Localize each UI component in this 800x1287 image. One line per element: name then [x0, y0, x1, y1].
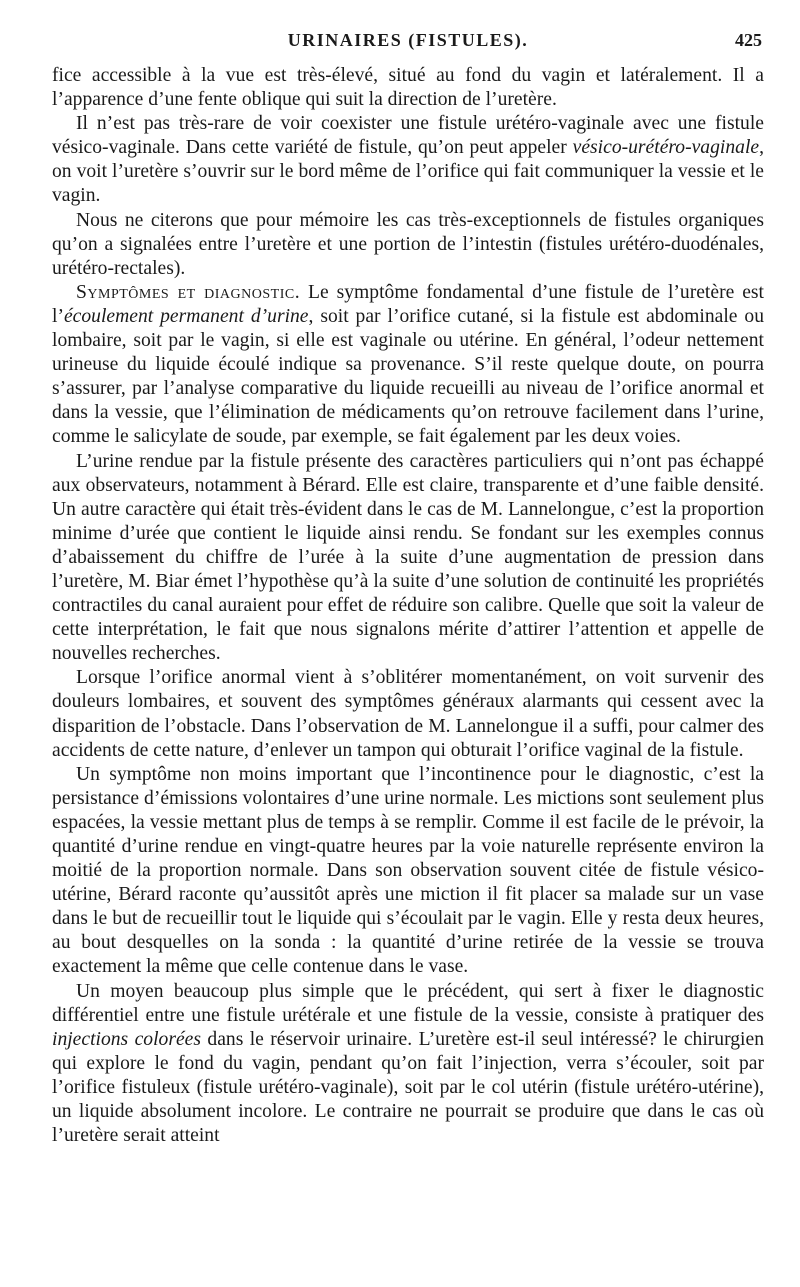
paragraph-organic-fistulas [52, 209, 764, 281]
paragraph-text: , on voit l’uretère s’ouvrir sur le bord même de l’orifice qui fait communiquer la vessie et le vagin. [52, 137, 764, 207]
italic-term: écoulement permanent d’urine [63, 305, 309, 327]
paragraph-colored-injections [52, 980, 764, 1149]
italic-term: injections colorées [52, 1028, 201, 1050]
paragraph-text: Nous ne citerons que pour mémoire les cas très-exceptionnels de fistules organiques qu’on a signalées entre l’uretère et une portion de l’intestin (fistules urétéro-duodénales, urétéro-rectales). [52, 209, 764, 279]
section-heading: Symptômes et diagnostic. [76, 281, 301, 303]
paragraph-text: , soit par l’orifice cutané, si la fistule est abdominale ou lombaire, soit par le vagin, si elle est vaginale ou utérine. En général, l’odeur nettement urineuse du liquide écoulé indique sa provenance. S’il reste quelque doute, on pourra s’assurer, par l’analyse comparative du liquide recueilli au niveau de l’orifice anormal et dans la vessie, que l’élimination de médicaments qu’on retrouve facilement dans l’urine, comme le salicylate de soude, par exemple, se fait également par les deux voies. [52, 305, 764, 448]
paragraph-text: dans le réservoir urinaire. L’uretère est-il seul intéressé? le chirurgien qui explore le fond du vagin, pendant qu’on fait l’injection, verra s’écouler, soit par l’orifice fistuleux (fistule urétéro-vaginale), soit par le col utérin (fistule urétéro-utérine), un liquide absolument incolore. Le contraire ne pourrait se produire que dans le cas où l’uretère serait atteint [52, 1028, 764, 1147]
paragraph-obliteration [52, 666, 764, 762]
paragraph-text: Un symptôme non moins important que l’incontinence pour le diagnostic, c’est la persistance d’émissions volontaires d’une urine normale. Les mictions sont seulement plus espacées, la vessie mettant plus de temps à se remplir. Comme il est facile de le prévoir, la quantité d’urine rendue en vingt-quatre heures par la voie naturelle représente environ la moitié de la proportion normale. Dans son observation souvent citée de fistule vésico-utérine, Bérard raconte qu’aussitôt après une miction il fit placer sa malade sur un vase dans le but de recueillir tout le liquide qui s’écoulait par le vagin. Elle y resta deux heures, au bout desquelles on la sonda : la quantité d’urine retirée de la vessie se trouva exactement la même que celle contenue dans le vase. [52, 763, 764, 978]
paragraph-text: Il n’est pas très-rare de voir coexister une fistule urétéro-vaginale avec une fistule vésico-vaginale. Dans cette variété de fistule, qu’on peut appeler [52, 113, 764, 159]
paragraph-voluntary-emission [52, 763, 764, 980]
paragraph-vesico-uretero [52, 112, 764, 208]
paragraph-symptoms [52, 281, 764, 450]
page-header [52, 24, 764, 54]
page-number: 425 [735, 30, 762, 50]
paragraph-text: L’urine rendue par la fistule présente des caractères particuliers qui n’ont pas échappé aux observateurs, notamment à Bérard. Elle est claire, transparente et d’une faible densité. Un autre caractère qui était très-évident dans le cas de M. Lannelongue, c’est la proportion minime d’urée que contient le liquide ainsi rendu. Se fondant sur les exemples connus d’abaissement du chiffre de l’urée à la suite d’une augmentation de pression dans l’uretère, M. Biar émet l’hypothèse qu’à la suite d’une solution de continuité les propriétés contractiles du canal auraient pour effet de réduire son calibre. Quelle que soit la valeur de cette interprétation, le fait que nous signalons mérite d’attirer l’attention et appelle de nouvelles recherches. [52, 450, 764, 665]
paragraph-text: fice accessible à la vue est très-élevé, situé au fond du vagin et latéralement. Il a l’apparence d’une fente oblique qui suit la direction de l’uretère. [52, 65, 764, 111]
paragraph-text: Un moyen beaucoup plus simple que le précédent, qui sert à fixer le diagnostic différentiel entre une fistule urétérale et une fistule de la vessie, consiste à pratiquer des [52, 980, 764, 1026]
italic-term: vésico-urétéro-vaginale [572, 137, 760, 159]
body-text [52, 64, 764, 1148]
paragraph-text: Le symptôme fondamental d’une fistule de l’uretère est l’ [52, 281, 764, 327]
running-title: URINAIRES (FISTULES). [287, 30, 529, 50]
document-page [52, 24, 764, 1148]
paragraph-urine-characteristics [52, 450, 764, 667]
paragraph-continuation [52, 64, 764, 112]
paragraph-text: Lorsque l’orifice anormal vient à s’oblitérer momentanément, on voit survenir des douleurs lombaires, et souvent des symptômes généraux alarmants qui cessent avec la disparition de l’obstacle. Dans l’observation de M. Lannelongue il a suffi, pour calmer des accidents de cette nature, d’enlever un tampon qui obturait l’orifice vaginal de la fistule. [52, 667, 764, 761]
